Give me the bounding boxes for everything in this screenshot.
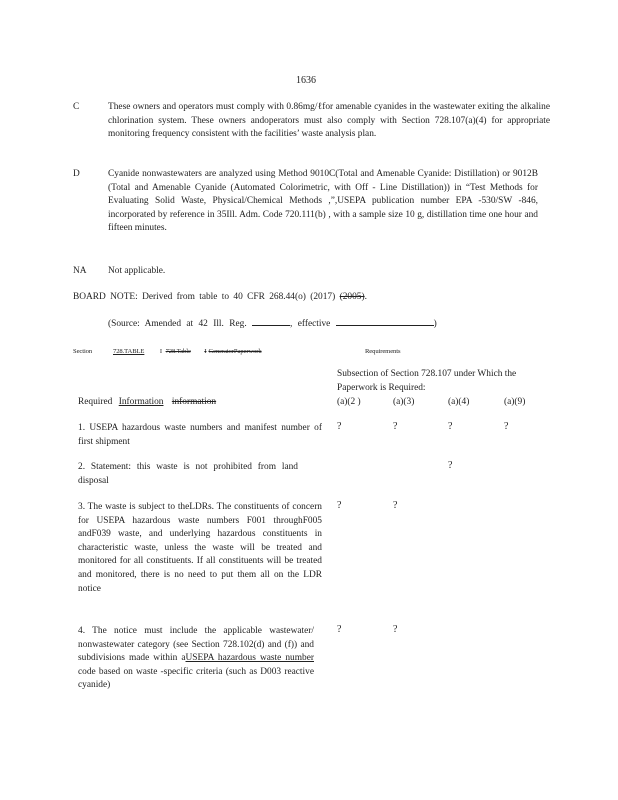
table-row-2-text: 2. Statement: this waste is not prohibited from land disposal	[78, 462, 298, 486]
row-4-prefix: 4. The notice must include the applicable wastewater/ nonwastewater category (see Section 728.102(d) and (f)) and subdivisions made within a	[78, 626, 314, 664]
subsection-header: Subsection of Section 728.107 under Which the Paperwork is Required:	[337, 369, 517, 393]
col-header-a4: (a)(4)	[448, 397, 470, 407]
board-note-period: .	[364, 292, 367, 302]
board-note	[73, 291, 367, 305]
row-3-mark-a3: ?	[393, 500, 398, 511]
note-c-text: These owners and operators must comply with 0.86mg/ℓfor amenable cyanides in the wastewater exiting the alkaline chlorination system. These owners andoperators must also comply with Section 728.107(a)(4) for appropriate monitoring frequency consistent with the facilities’ waste analysis plan.	[108, 102, 550, 140]
board-note-text: BOARD NOTE: Derived from table to 40 CFR 268.44(o) (2017)	[73, 292, 336, 302]
row-1-mark-a3: ?	[393, 421, 398, 432]
row-2-mark-a4: ?	[448, 460, 453, 471]
note-code-c: C	[73, 102, 80, 112]
source-suffix: )	[433, 319, 437, 329]
row-4-underlined: USEPA hazardous waste number	[185, 653, 314, 664]
section-label: Section	[73, 348, 93, 355]
row-4-mark-a2: ?	[337, 624, 342, 635]
struck-table-label: 728.Table	[165, 348, 191, 355]
required-info-header	[78, 396, 216, 410]
source-prefix: (Source: Amended at 42 Ill. Reg.	[108, 319, 247, 329]
col-header-a2: (a)(2 )	[337, 397, 361, 407]
table-title-group	[113, 345, 262, 359]
note-code-d: D	[73, 169, 80, 179]
table-row-1-text: 1. USEPA hazardous waste numbers and manifest number of first shipment	[78, 423, 322, 447]
note-na-text: Not applicable.	[108, 266, 166, 276]
table-num: I	[159, 348, 163, 355]
information-label: Information	[118, 397, 164, 407]
table-title: GeneratorPaperwork	[208, 348, 262, 355]
table-row-3-text: 3. The waste is subject to theLDRs. The constituents of concern for USEPA hazardous waste numbers F001 throughF005 andF039 waste, and underlying hazardous constituents in characteristic waste, unless the waste will be treated and monitored for all constituents. If all constituents will be treated and monitored, there is no need to put them all on the LDR notice	[78, 502, 322, 594]
source-line	[108, 316, 437, 332]
row-1-mark-a4: ?	[448, 421, 453, 432]
row-3-mark-a2: ?	[337, 500, 342, 511]
effective-blank	[336, 316, 434, 326]
row-4-suffix: code based on waste -specific criteria (such as D003 reactive cyanide)	[78, 666, 314, 691]
row-1-mark-a9: ?	[504, 421, 509, 432]
requirements-label: Requirements	[365, 348, 401, 355]
table-label: 728.TABLE	[113, 348, 145, 355]
note-code-na: NA	[73, 266, 87, 276]
board-note-struck-year: (2005)	[339, 292, 365, 302]
struck-table-num: I	[204, 348, 207, 355]
required-label: Required	[78, 397, 113, 407]
col-header-a9: (a)(9)	[504, 397, 526, 407]
row-1-mark-a2: ?	[337, 421, 342, 432]
row-4-mark-a3: ?	[393, 624, 398, 635]
source-mid: , effective	[290, 319, 331, 329]
col-header-a3: (a)(3)	[393, 397, 415, 407]
reg-blank	[252, 316, 290, 326]
information-struck: information	[171, 397, 217, 407]
table-row-4-text	[78, 625, 314, 693]
page-number: 1636	[296, 75, 316, 86]
table-header	[73, 345, 92, 359]
note-d-text: Cyanide nonwastewaters are analyzed using Method 9010C(Total and Amenable Cyanide: Distillation) or 9012B (Total and Amenable Cyanide (Automated Colorimetric, with Off - Line Distillation)) in “Test Methods for Evaluating Solid Waste, Physical/Chemical Methods ,”,USEPA publication number EPA -530/SW -846, incorporated by reference in 35Ill. Adm. Code 720.111(b) , with a sample size 10 g, distillation time one hour and fifteen minutes.	[108, 169, 538, 234]
